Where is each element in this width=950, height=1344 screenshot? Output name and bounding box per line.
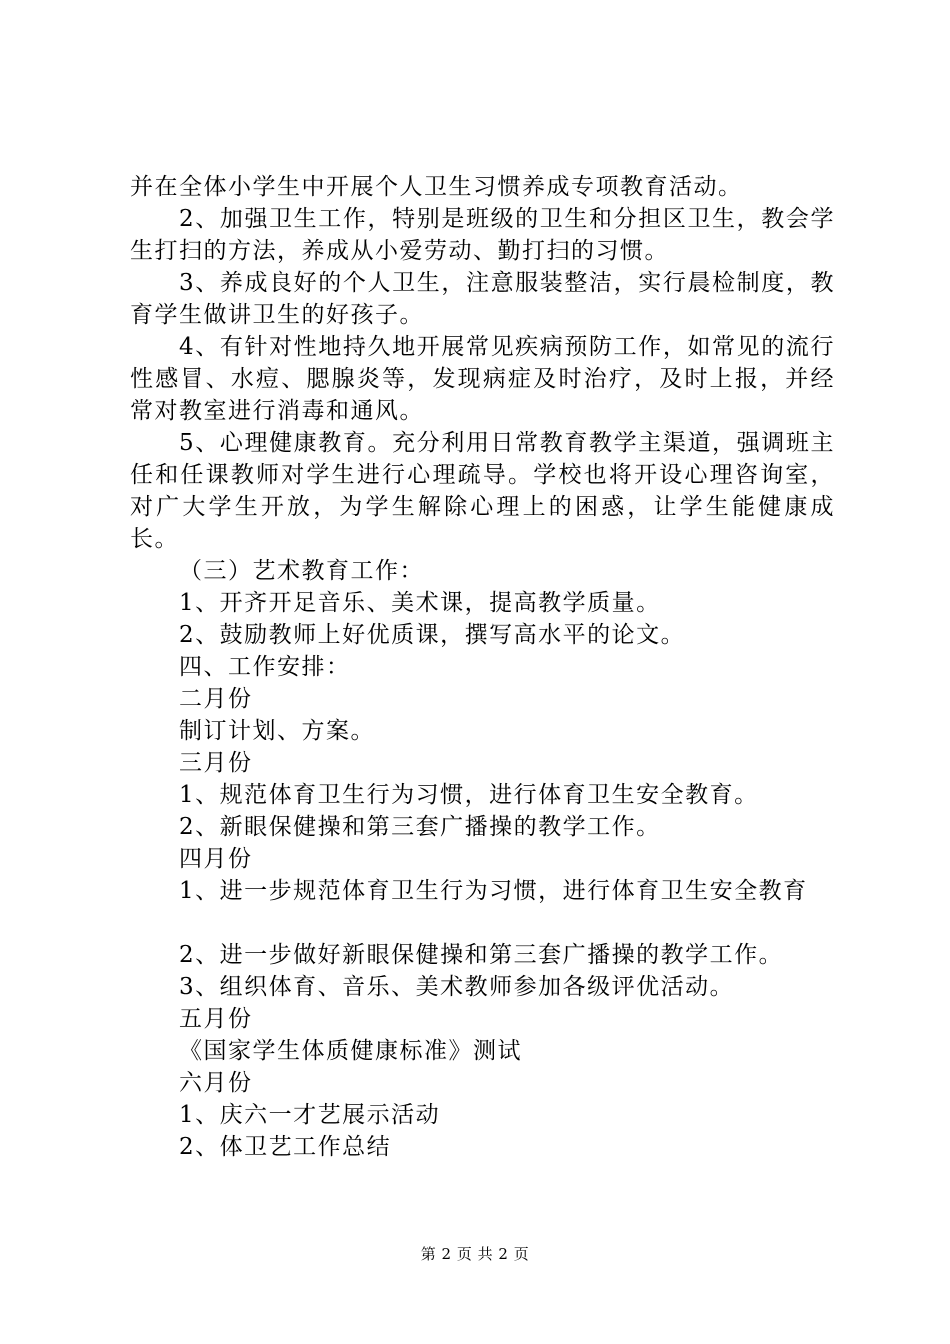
section-heading-schedule: 四、工作安排：: [179, 654, 351, 680]
paragraph-continuation: 并在全体小学生中开展个人卫生习惯养成专项教育活动。: [130, 174, 743, 200]
april-item-2: 2、进一步做好新眼保健操和第三套广播操的教学工作。: [179, 942, 784, 968]
february-item: 制订计划、方案。: [179, 718, 375, 744]
section-heading-art: （三）艺术教育工作：: [179, 558, 424, 584]
paragraph-item-4: 4、有针对性地持久地开展常见疾病预防工作，如常见的流行性感冒、水痘、腮腺炎等，发现病症及时治疗，及时上报，并经常对教室进行消毒和通风。: [130, 334, 835, 424]
blank-line: [130, 907, 835, 939]
april-item-3: 3、组织体育、音乐、美术教师参加各级评优活动。: [179, 974, 735, 1000]
may-item: 《国家学生体质健康标准》测试: [179, 1038, 522, 1064]
document-body: [130, 171, 835, 1163]
june-item-2: 2、体卫艺工作总结: [179, 1134, 392, 1160]
march-item-2: 2、新眼保健操和第三套广播操的教学工作。: [179, 814, 661, 840]
paragraph-item-5: 5、心理健康教育。充分利用日常教育教学主渠道，强调班主任和任课教师对学生进行心理疏导。学校也将开设心理咨询室，对广大学生开放，为学生解除心理上的困惑，让学生能健康成长。: [130, 430, 835, 552]
month-heading-march: 三月份: [179, 750, 253, 776]
paragraph-art-2: 2、鼓励教师上好优质课，撰写高水平的论文。: [179, 622, 686, 648]
paragraph-item-3: 3、养成良好的个人卫生，注意服装整洁，实行晨检制度，教育学生做讲卫生的好孩子。: [130, 270, 835, 328]
month-heading-february: 二月份: [179, 686, 253, 712]
month-heading-april: 四月份: [179, 846, 253, 872]
march-item-1: 1、规范体育卫生行为习惯，进行体育卫生安全教育。: [179, 782, 759, 808]
month-heading-june: 六月份: [179, 1070, 253, 1096]
paragraph-item-2: 2、加强卫生工作，特别是班级的卫生和分担区卫生，教会学生打扫的方法，养成从小爱劳动、勤打扫的习惯。: [130, 206, 835, 264]
page-footer: 第 2 页 共 2 页: [420, 1245, 530, 1263]
paragraph-art-1: 1、开齐开足音乐、美术课，提高教学质量。: [179, 590, 661, 616]
april-item-1: 1、进一步规范体育卫生行为习惯，进行体育卫生安全教育: [179, 878, 808, 904]
june-item-1: 1、庆六一才艺展示活动: [179, 1102, 441, 1128]
month-heading-may: 五月份: [179, 1006, 253, 1032]
